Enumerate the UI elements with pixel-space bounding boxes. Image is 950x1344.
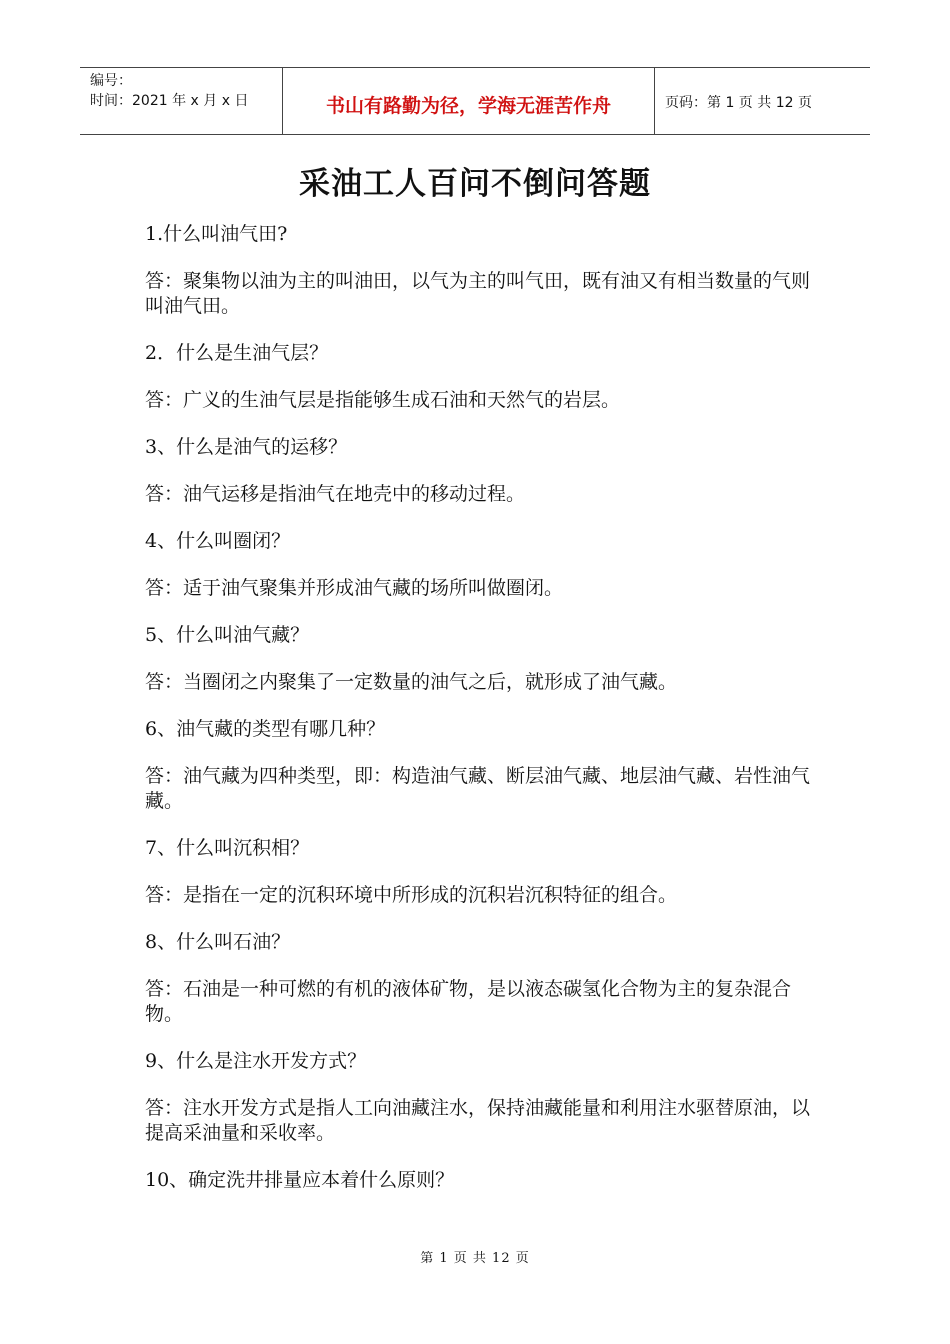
answer-7: 答：是指在一定的沉积环境中所形成的沉积岩沉积特征的组合。 [145, 884, 678, 906]
question-1: 1.什么叫油气田? [145, 223, 288, 245]
time-label: 时间：2021 年 x 月 x 日 [90, 93, 249, 109]
question-8: 8、什么叫石油？ [145, 931, 291, 953]
document-body [145, 222, 817, 1193]
answer-3: 答：油气运移是指油气在地壳中的移动过程。 [145, 483, 526, 505]
answer-2: 答：广义的生油气层是指能够生成石油和天然气的岩层。 [145, 389, 621, 411]
question-9: 9、什么是注水开发方式？ [145, 1050, 367, 1072]
number-label: 编号： [90, 73, 132, 89]
header-table [80, 67, 870, 135]
answer-6: 答：油气藏为四种类型，即：构造油气藏、断层油气藏、地层油气藏、岩性油气藏。 [145, 765, 811, 812]
question-10: 10、确定洗井排量应本着什么原则？ [145, 1169, 455, 1191]
question-2: 2．什么是生油气层？ [145, 342, 329, 364]
header-motto: 书山有路勤为径，学海无涯苦作舟 [282, 68, 655, 134]
answer-5: 答：当圈闭之内聚集了一定数量的油气之后，就形成了油气藏。 [145, 671, 678, 693]
question-6: 6、油气藏的类型有哪几种？ [145, 718, 386, 740]
question-3: 3、什么是油气的运移？ [145, 436, 348, 458]
question-5: 5、什么叫油气藏？ [145, 624, 310, 646]
header-meta [80, 68, 282, 134]
document-title: 采油工人百问不倒问答题 [299, 166, 651, 202]
answer-4: 答：适于油气聚集并形成油气藏的场所叫做圈闭。 [145, 577, 564, 599]
header-page-info: 页码：第 1 页 共 12 页 [665, 95, 812, 111]
answer-9: 答：注水开发方式是指人工向油藏注水，保持油藏能量和利用注水驱替原油，以提高采油量和采收率。 [145, 1097, 811, 1144]
answer-8: 答：石油是一种可燃的有机的液体矿物，是以液态碳氢化合物为主的复杂混合物。 [145, 978, 792, 1025]
page-footer: 第 1 页 共 12 页 [420, 1251, 530, 1266]
question-7: 7、什么叫沉积相？ [145, 837, 310, 859]
answer-1: 答：聚集物以油为主的叫油田，以气为主的叫气田，既有油又有相当数量的气则叫油气田。 [145, 270, 811, 317]
question-4: 4、什么叫圈闭？ [145, 530, 291, 552]
